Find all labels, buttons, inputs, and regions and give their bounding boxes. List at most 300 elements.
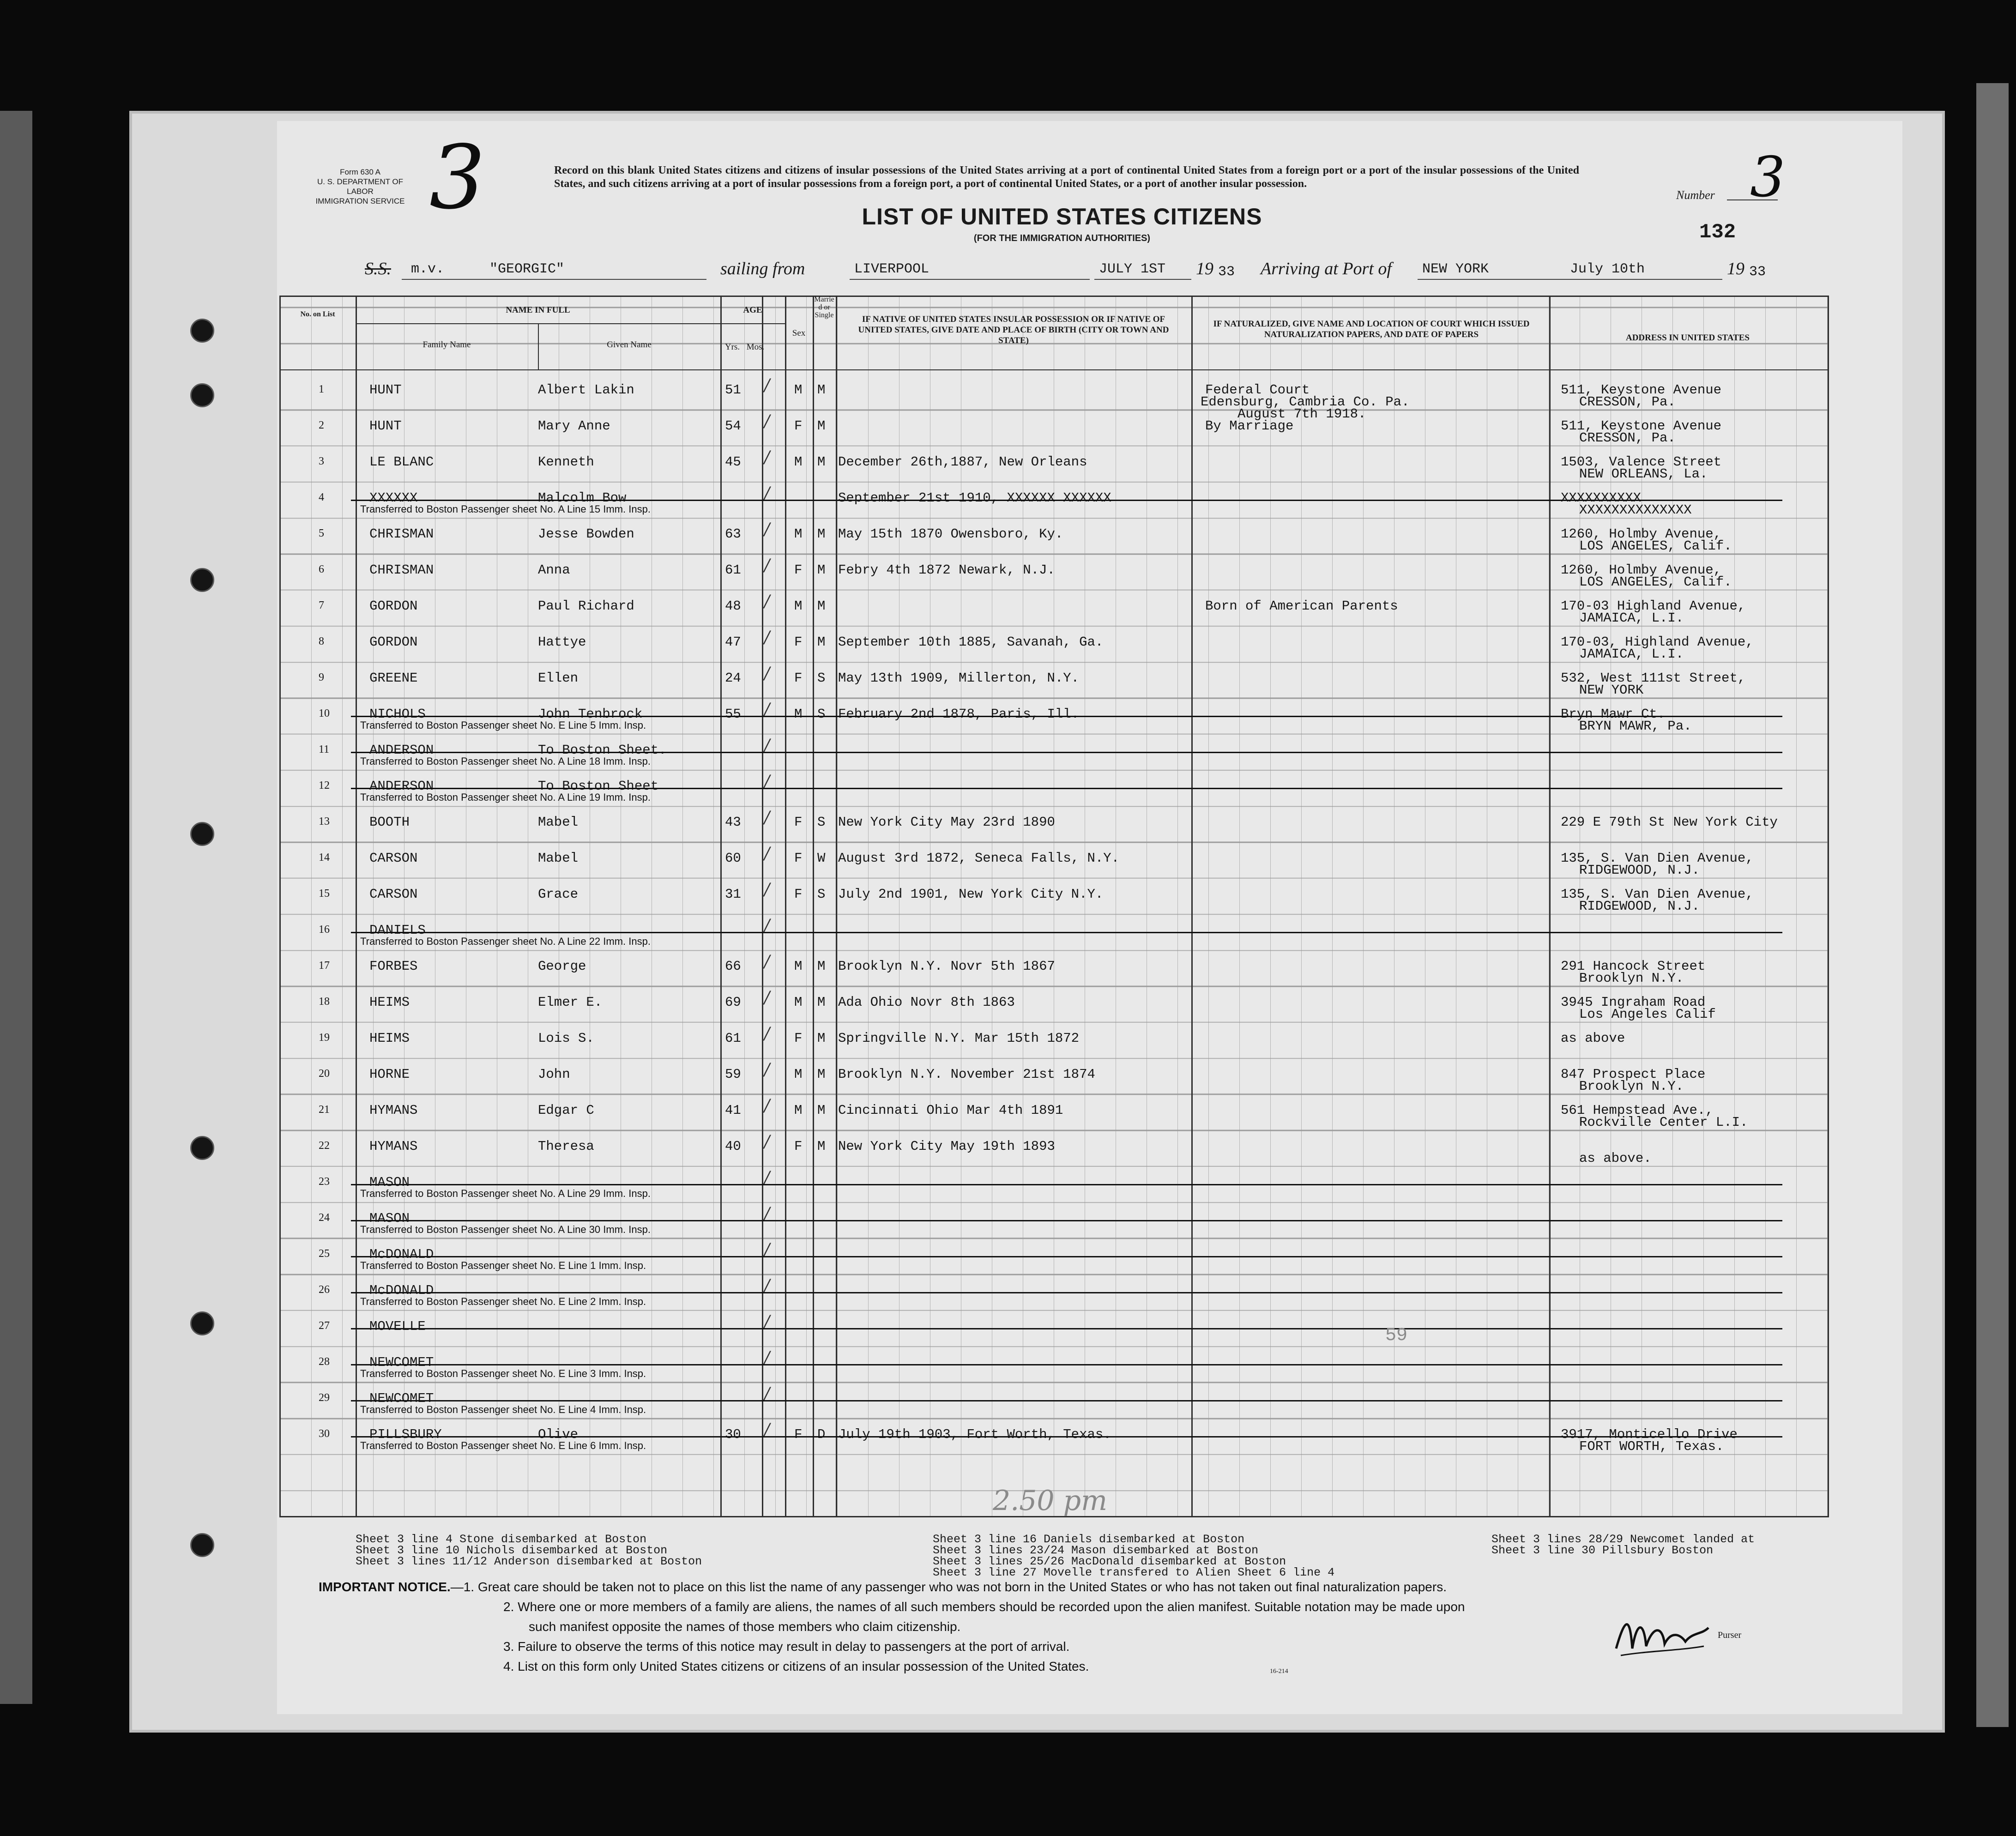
ship-type: m.v. (411, 261, 445, 277)
row-number: 21 (319, 1104, 330, 1116)
family-name: LE BLANC (369, 454, 434, 470)
given-name: Elmer E. (538, 995, 603, 1010)
tick-mark: / (764, 1276, 770, 1295)
table-row (0, 1382, 2016, 1418)
row-number: 13 (319, 815, 330, 827)
family-name: NICHOLS (369, 707, 426, 722)
strike-through-line (351, 752, 1782, 753)
address-line-1: 170-03, Highland Avenue, (1561, 634, 1754, 650)
age-years: 59 (725, 1067, 741, 1082)
row-number: 20 (319, 1068, 330, 1080)
header-age: AGE (743, 305, 762, 315)
given-name: Mabel (538, 851, 579, 866)
given-name: Lois S. (538, 1031, 594, 1046)
footer-note: Sheet 3 line 16 Daniels disembarked at Boston (933, 1533, 1245, 1546)
family-name: NEWCOMET (369, 1355, 434, 1370)
row-number: 5 (319, 527, 324, 539)
family-name: HUNT (369, 418, 402, 434)
header-given-name: Given Name (607, 340, 652, 350)
row-number: 6 (319, 563, 324, 575)
sex: F (794, 1031, 803, 1046)
age-years: 54 (725, 418, 741, 434)
marital-status: M (817, 634, 826, 650)
binder-hole (190, 319, 214, 343)
ship-prefix: S.S. (365, 259, 391, 278)
tick-mark: / (764, 1312, 770, 1331)
tick-mark: / (764, 556, 770, 575)
age-years: 60 (725, 851, 741, 866)
marital-status: S (817, 707, 826, 722)
address-line-1: XXXXXXXXXX (1561, 490, 1642, 506)
marital-status: M (817, 562, 826, 578)
tick-mark: / (764, 808, 770, 827)
table-row (0, 1346, 2016, 1382)
family-name: HEIMS (369, 1031, 410, 1046)
given-name: Jesse Bowden (538, 526, 634, 542)
address-line-2: LOS ANGELES, Calif. (1579, 574, 1732, 590)
footer-note: Sheet 3 lines 23/24 Mason disembarked at Boston (933, 1544, 1259, 1557)
header-rule (720, 323, 785, 324)
naturalization-line: Born of American Parents (1205, 598, 1398, 614)
family-name: McDONALD (369, 1247, 434, 1262)
given-name: John Tenbrock (538, 707, 643, 722)
age-years: 63 (725, 526, 741, 542)
address-line-1: 3917, Monticello Drive (1561, 1427, 1738, 1442)
table-row (0, 1129, 2016, 1166)
address-line-2: XXXXXXXXXXXXXX (1579, 502, 1692, 518)
header-bottom-rule (279, 369, 1829, 370)
address-line-2: RIDGEWOOD, N.J. (1579, 863, 1700, 878)
given-name: George (538, 959, 586, 974)
row-number: 15 (319, 888, 330, 900)
notice-heading: IMPORTANT NOTICE. (319, 1580, 451, 1594)
birth-place-date: August 3rd 1872, Seneca Falls, N.Y. (838, 851, 1120, 866)
margin-stamp: 59 (1385, 1325, 1408, 1346)
age-years: 31 (725, 887, 741, 902)
notice-item: 3. Failure to observe the terms of this notice may result in delay to passengers at the port of arrival. (503, 1639, 1070, 1654)
tick-mark: / (764, 952, 770, 971)
address-line-1: 532, West 111st Street, (1561, 670, 1746, 686)
notice-item: 4. List on this form only United States citizens or citizens of an insular possession of the United States. (503, 1659, 1089, 1673)
port-from-rule (850, 279, 1090, 280)
address-line-2: Rockville Center L.I. (1579, 1115, 1748, 1130)
tick-mark: / (764, 880, 770, 899)
transfer-note: Transferred to Boston Passenger sheet No. A Line 18 Imm. Insp. (360, 755, 651, 767)
handwritten-sheet-number: 3 (429, 127, 485, 229)
age-years: 51 (725, 382, 741, 398)
sex: M (794, 995, 803, 1010)
table-row (0, 625, 2016, 661)
arrival-year-prefix: 19 (1727, 259, 1744, 278)
arrival-year: 33 (1749, 264, 1766, 280)
birth-place-date: December 26th,1887, New Orleans (838, 454, 1087, 470)
address-line-2: Brooklyn N.Y. (1579, 971, 1684, 986)
address-line-1: 511, Keystone Avenue (1561, 382, 1722, 398)
table-row (0, 769, 2016, 805)
tick-mark: / (764, 1024, 770, 1043)
header-birth: IF NATIVE OF UNITED STATES INSULAR POSSESSION OR IF NATIVE OF UNITED STATES, GIVE DATE AND PLACE OF BIRTH (CITY OR TOWN AND STATE) (858, 314, 1169, 345)
given-name: Paul Richard (538, 598, 634, 614)
form-code: 16-214 (1270, 1668, 1288, 1675)
footer-note: Sheet 3 lines 28/29 Newcomet landed at (1491, 1533, 1755, 1546)
row-number: 12 (319, 779, 330, 791)
transfer-note: Transferred to Boston Passenger sheet No. E Line 1 Imm. Insp. (360, 1260, 646, 1271)
footer-note: Sheet 3 line 10 Nichols disembarked at Boston (356, 1544, 668, 1557)
family-name: GREENE (369, 670, 418, 686)
departure-year-prefix: 19 (1196, 259, 1213, 278)
family-name: CARSON (369, 887, 418, 902)
family-name: ANDERSON (369, 779, 434, 794)
notice-item: 1. Great care should be taken not to place on this list the name of any passenger who was not born in the United States or who has not taken out final naturalization papers. (463, 1580, 1447, 1594)
tick-mark: / (764, 1168, 770, 1187)
age-years: 45 (725, 454, 741, 470)
footer-note: Sheet 3 lines 11/12 Anderson disembarked at Boston (356, 1555, 702, 1568)
table-row (0, 697, 2016, 733)
department-label: U. S. DEPARTMENT OF LABOR (317, 177, 404, 196)
family-name: McDONALD (369, 1283, 434, 1298)
footer-note: Sheet 3 lines 25/26 MacDonald disembarked at Boston (933, 1555, 1286, 1568)
arrival-date: July 10th (1570, 261, 1645, 277)
family-name: CARSON (369, 851, 418, 866)
address-line-2: RIDGEWOOD, N.J. (1579, 899, 1700, 914)
voyage-line (360, 259, 1769, 282)
tick-mark: / (764, 916, 770, 935)
given-name: Albert Lakin (538, 382, 634, 398)
birth-place-date: May 13th 1909, Millerton, N.Y. (838, 670, 1080, 686)
transfer-note: Transferred to Boston Passenger sheet No. A Line 29 Imm. Insp. (360, 1188, 651, 1199)
birth-place-date: February 2nd 1878, Paris, Ill. (838, 707, 1080, 722)
table-row (0, 553, 2016, 589)
sex: M (794, 454, 803, 470)
table-row (0, 589, 2016, 625)
marital-status: M (817, 1031, 826, 1046)
table-row (0, 661, 2016, 697)
table-row (0, 949, 2016, 985)
header-married: Married or Single (814, 296, 834, 319)
address-line-1: 229 E 79th St New York City (1561, 815, 1778, 830)
address-line-1: as above (1561, 1031, 1625, 1046)
row-number: 27 (319, 1320, 330, 1332)
tick-mark: / (764, 1348, 770, 1367)
given-name: Grace (538, 887, 579, 902)
age-years: 69 (725, 995, 741, 1010)
row-number: 22 (319, 1140, 330, 1152)
disembarkation-notes (356, 1534, 1852, 1580)
age-years: 48 (725, 598, 741, 614)
handwritten-time: 2.50 pm (993, 1485, 1107, 1517)
sex: M (794, 1067, 803, 1082)
marital-status: W (817, 851, 826, 866)
sex: M (794, 526, 803, 542)
birth-place-date: New York City May 19th 1893 (838, 1139, 1055, 1154)
given-name: Mabel (538, 815, 579, 830)
transfer-note: Transferred to Boston Passenger sheet No. A Line 30 Imm. Insp. (360, 1224, 651, 1235)
family-name: ANDERSON (369, 743, 434, 758)
tick-mark: / (764, 664, 770, 683)
address-line-1: 3945 Ingraham Road (1561, 995, 1706, 1010)
notice-item: such manifest opposite the names of those members who claim citizenship. (529, 1619, 961, 1634)
notice-item: 2. Where one or more members of a family are aliens, the names of all such members should be recorded upon the alien manifest. Suitable notation may be made upon (503, 1600, 1465, 1614)
marital-status: S (817, 887, 826, 902)
row-number: 19 (319, 1032, 330, 1044)
row-number: 10 (319, 707, 330, 719)
tick-mark: / (764, 1384, 770, 1403)
birth-place-date: July 2nd 1901, New York City N.Y. (838, 887, 1104, 902)
given-name: Olive (538, 1427, 579, 1442)
row-number: 23 (319, 1176, 330, 1188)
marital-status: M (817, 526, 826, 542)
age-years: 61 (725, 1031, 741, 1046)
header-sex: Sex (792, 328, 806, 338)
row-number: 29 (319, 1392, 330, 1404)
row-number: 26 (319, 1284, 330, 1296)
table-row (0, 1021, 2016, 1057)
sex: M (794, 598, 803, 614)
marital-status: S (817, 670, 826, 686)
birth-place-date: Febry 4th 1872 Newark, N.J. (838, 562, 1055, 578)
birth-place-date: Springville N.Y. Mar 15th 1872 (838, 1031, 1080, 1046)
header-yrs: Yrs. (724, 342, 740, 352)
family-name: MASON (369, 1211, 410, 1226)
row-number: 30 (319, 1428, 330, 1440)
purser-label: Purser (1718, 1630, 1742, 1640)
age-years: 66 (725, 959, 741, 974)
marital-status: M (817, 598, 826, 614)
marital-status: M (817, 418, 826, 434)
family-name: CHRISMAN (369, 526, 434, 542)
binder-hole (190, 1533, 214, 1557)
row-number: 4 (319, 491, 324, 503)
sex: F (794, 1427, 803, 1442)
strike-through-line (351, 1292, 1782, 1293)
tick-mark: / (764, 1240, 770, 1259)
ship-rule (402, 279, 706, 280)
arriving-label: Arriving at Port of (1261, 259, 1392, 278)
marital-status: M (817, 1139, 826, 1154)
family-name: HYMANS (369, 1103, 418, 1118)
birth-place-date: July 19th 1903, Fort Worth, Texas. (838, 1427, 1111, 1442)
form-id (305, 167, 416, 206)
address-line-2: CRESSON, Pa. (1579, 430, 1676, 446)
given-name: To Boston Sheet (538, 779, 659, 794)
sex: F (794, 418, 803, 434)
table-row (0, 1418, 2016, 1454)
given-name: Theresa (538, 1139, 594, 1154)
address-line-2: NEW ORLEANS, La. (1579, 466, 1708, 482)
service-label: IMMIGRATION SERVICE (315, 197, 405, 205)
birth-place-date: Cincinnati Ohio Mar 4th 1891 (838, 1103, 1063, 1118)
address-line-1: 1260, Holmby Avenue, (1561, 562, 1722, 578)
table-row (0, 1166, 2016, 1202)
birth-place-date: May 15th 1870 Owensboro, Ky. (838, 526, 1063, 542)
table-row (0, 733, 2016, 769)
address-line-1: 135, S. Van Dien Avenue, (1561, 851, 1754, 866)
birth-place-date: Ada Ohio Novr 8th 1863 (838, 995, 1015, 1010)
transfer-note: Transferred to Boston Passenger sheet No. E Line 5 Imm. Insp. (360, 719, 646, 731)
port-to: NEW YORK (1422, 261, 1489, 277)
given-name: Edgar C (538, 1103, 594, 1118)
family-name: DANIELS (369, 923, 426, 938)
table-row (0, 445, 2016, 481)
tick-mark: / (764, 1204, 770, 1223)
birth-place-date: Brooklyn N.Y. Novr 5th 1867 (838, 959, 1055, 974)
age-years: 43 (725, 815, 741, 830)
marital-status: M (817, 1067, 826, 1082)
family-name: NEWCOMET (369, 1391, 434, 1406)
row-number: 7 (319, 599, 324, 611)
sex: F (794, 851, 803, 866)
marital-status: M (817, 1103, 826, 1118)
family-name: PILLSBURY (369, 1427, 442, 1442)
address-line-2: as above. (1579, 1151, 1652, 1166)
family-name: BOOTH (369, 815, 410, 830)
table-row (0, 985, 2016, 1021)
family-name: MASON (369, 1175, 410, 1190)
given-name: John (538, 1067, 570, 1082)
row-number: 9 (319, 671, 324, 683)
birth-place-date: Brooklyn N.Y. November 21st 1874 (838, 1067, 1095, 1082)
strike-through-line (351, 716, 1782, 717)
header-address: ADDRESS IN UNITED STATES (1625, 333, 1750, 343)
age-years: 61 (725, 562, 741, 578)
family-name: FORBES (369, 959, 418, 974)
birth-place-date: September 21st 1910, XXXXXX XXXXXX (838, 490, 1111, 506)
strike-through-line (351, 788, 1782, 789)
given-name: Mary Anne (538, 418, 610, 434)
address-line-1: 511, Keystone Avenue (1561, 418, 1722, 434)
instructions: Record on this blank United States citizens and citizens of insular possessions of the United States arriving at a port of continental United States from a foreign port or a port of the insular possessions of the United States, and such citizens arriving at a port of insular possessions from a foreign port, a port of continental United States, or a port of another insular possession. (554, 164, 1579, 190)
address-line-2: JAMAICA, L.I. (1579, 610, 1684, 626)
port-from: LIVERPOOL (854, 261, 930, 277)
departure-date-rule (1094, 279, 1191, 280)
transfer-note: Transferred to Boston Passenger sheet No. E Line 3 Imm. Insp. (360, 1368, 646, 1379)
strike-through-line (351, 500, 1782, 501)
sex: F (794, 815, 803, 830)
table-row (0, 913, 2016, 949)
sailing-from-label: sailing from (720, 259, 805, 278)
marital-status: M (817, 382, 826, 398)
header-family-name: Family Name (423, 340, 471, 350)
ship-name: "GEORGIC" (489, 261, 565, 277)
tick-mark: / (764, 1096, 770, 1115)
address-line-2: JAMAICA, L.I. (1579, 646, 1684, 662)
transfer-note: Transferred to Boston Passenger sheet No. E Line 4 Imm. Insp. (360, 1404, 646, 1415)
address-line-1: 1503, Valence Street (1561, 454, 1722, 470)
strike-through-line (351, 1184, 1782, 1185)
tick-mark: / (764, 988, 770, 1007)
tick-mark: / (764, 700, 770, 719)
address-line-1: 170-03 Highland Avenue, (1561, 598, 1746, 614)
tick-mark: / (764, 844, 770, 863)
address-line-2: NEW YORK (1579, 682, 1644, 698)
address-line-2: Brooklyn N.Y. (1579, 1079, 1684, 1094)
marital-status: M (817, 995, 826, 1010)
table-row (0, 1274, 2016, 1310)
table-row (0, 1093, 2016, 1129)
age-years: 40 (725, 1139, 741, 1154)
tick-mark: / (764, 1420, 770, 1439)
header-no: No. on List (300, 310, 335, 318)
marital-status: S (817, 815, 826, 830)
header-naturalized: IF NATURALIZED, GIVE NAME AND LOCATION OF COURT WHICH ISSUED NATURALIZATION PAPERS, AND DATE OF PAPERS (1213, 319, 1530, 339)
sex: F (794, 670, 803, 686)
number-label: Number (1676, 188, 1715, 202)
form-number: Form 630 A (340, 168, 380, 176)
sex: F (794, 1139, 803, 1154)
departure-date: JULY 1ST (1099, 261, 1166, 277)
row-number: 18 (319, 996, 330, 1008)
strike-through-line (351, 932, 1782, 933)
naturalization-line: Edensburg, Cambria Co. Pa. (1201, 394, 1410, 410)
row-number: 24 (319, 1212, 330, 1224)
tick-mark: / (764, 772, 770, 791)
tick-mark: / (764, 376, 770, 395)
table-row (0, 841, 2016, 877)
row-number: 2 (319, 419, 324, 431)
tick-mark: / (764, 1060, 770, 1079)
footer-note: Sheet 3 line 27 Movelle transfered to Alien Sheet 6 line 4 (933, 1566, 1335, 1579)
tick-mark: / (764, 592, 770, 611)
strike-through-line (351, 1328, 1782, 1329)
table-row (0, 1238, 2016, 1274)
number-value: 3 (1750, 145, 1786, 210)
table-row (0, 409, 2016, 445)
page-subtitle: (FOR THE IMMIGRATION AUTHORITIES) (973, 233, 1151, 243)
address-line-2: FORT WORTH, Texas. (1579, 1439, 1724, 1454)
table-row (0, 373, 2016, 422)
family-name: HYMANS (369, 1139, 418, 1154)
family-name: XXXXXX (369, 490, 418, 506)
footer-note: Sheet 3 line 30 Pillsbury Boston (1491, 1544, 1714, 1557)
footer-note: Sheet 3 line 4 Stone disembarked at Boston (356, 1533, 647, 1546)
tick-mark: / (764, 412, 770, 431)
given-name: Anna (538, 562, 570, 578)
address-line-1: Bryn Mawr Ct. (1561, 707, 1666, 722)
sex: M (794, 382, 803, 398)
row-number: 16 (319, 924, 330, 936)
naturalization-line: August 7th 1918. (1237, 406, 1366, 422)
transfer-note: Transferred to Boston Passenger sheet No. E Line 2 Imm. Insp. (360, 1296, 646, 1307)
row-number: 1 (319, 383, 324, 395)
birth-place-date: September 10th 1885, Savanah, Ga. (838, 634, 1104, 650)
strike-through-line (351, 1220, 1782, 1221)
sex: F (794, 887, 803, 902)
tick-mark: / (764, 484, 770, 503)
header-name-in-full: NAME IN FULL (506, 305, 570, 315)
arrival-rule (1418, 279, 1722, 280)
tick-mark: / (764, 520, 770, 539)
age-years: 55 (725, 707, 741, 722)
family-name: MOVELLE (369, 1319, 426, 1334)
given-name: Ellen (538, 670, 579, 686)
row-number: 17 (319, 960, 330, 972)
transfer-note: Transferred to Boston Passenger sheet No. A Line 15 Imm. Insp. (360, 503, 651, 515)
family-name: GORDON (369, 598, 418, 614)
table-row (0, 1202, 2016, 1238)
page-number: 132 (1699, 221, 1736, 244)
row-number: 8 (319, 635, 324, 647)
row-number: 25 (319, 1248, 330, 1260)
given-name: Hattye (538, 634, 586, 650)
strike-through-line (351, 1436, 1782, 1437)
row-number: 14 (319, 852, 330, 864)
marital-status: M (817, 959, 826, 974)
table-row (0, 877, 2016, 913)
important-notice: IMPORTANT NOTICE.—1. Great care should be taken not to place on this list the name of any passenger who was not born in the United States or who has not taken out final naturalization papers. 2. Where one or more members of a family are aliens, the names of all such members should be recorded upon the alien manifest. Suitable notation may be made upon such manifest opposite the names of those members who claim citizenship. 3. Failure to observe the terms of this notice may result in delay to passengers at the port of arrival. 4. List on this form only United States citizens or citizens of an insular possession of the United States. (319, 1577, 1773, 1676)
tick-mark: / (764, 448, 770, 467)
row-number: 3 (319, 455, 324, 467)
given-name: To Boston Sheet. (538, 743, 667, 758)
